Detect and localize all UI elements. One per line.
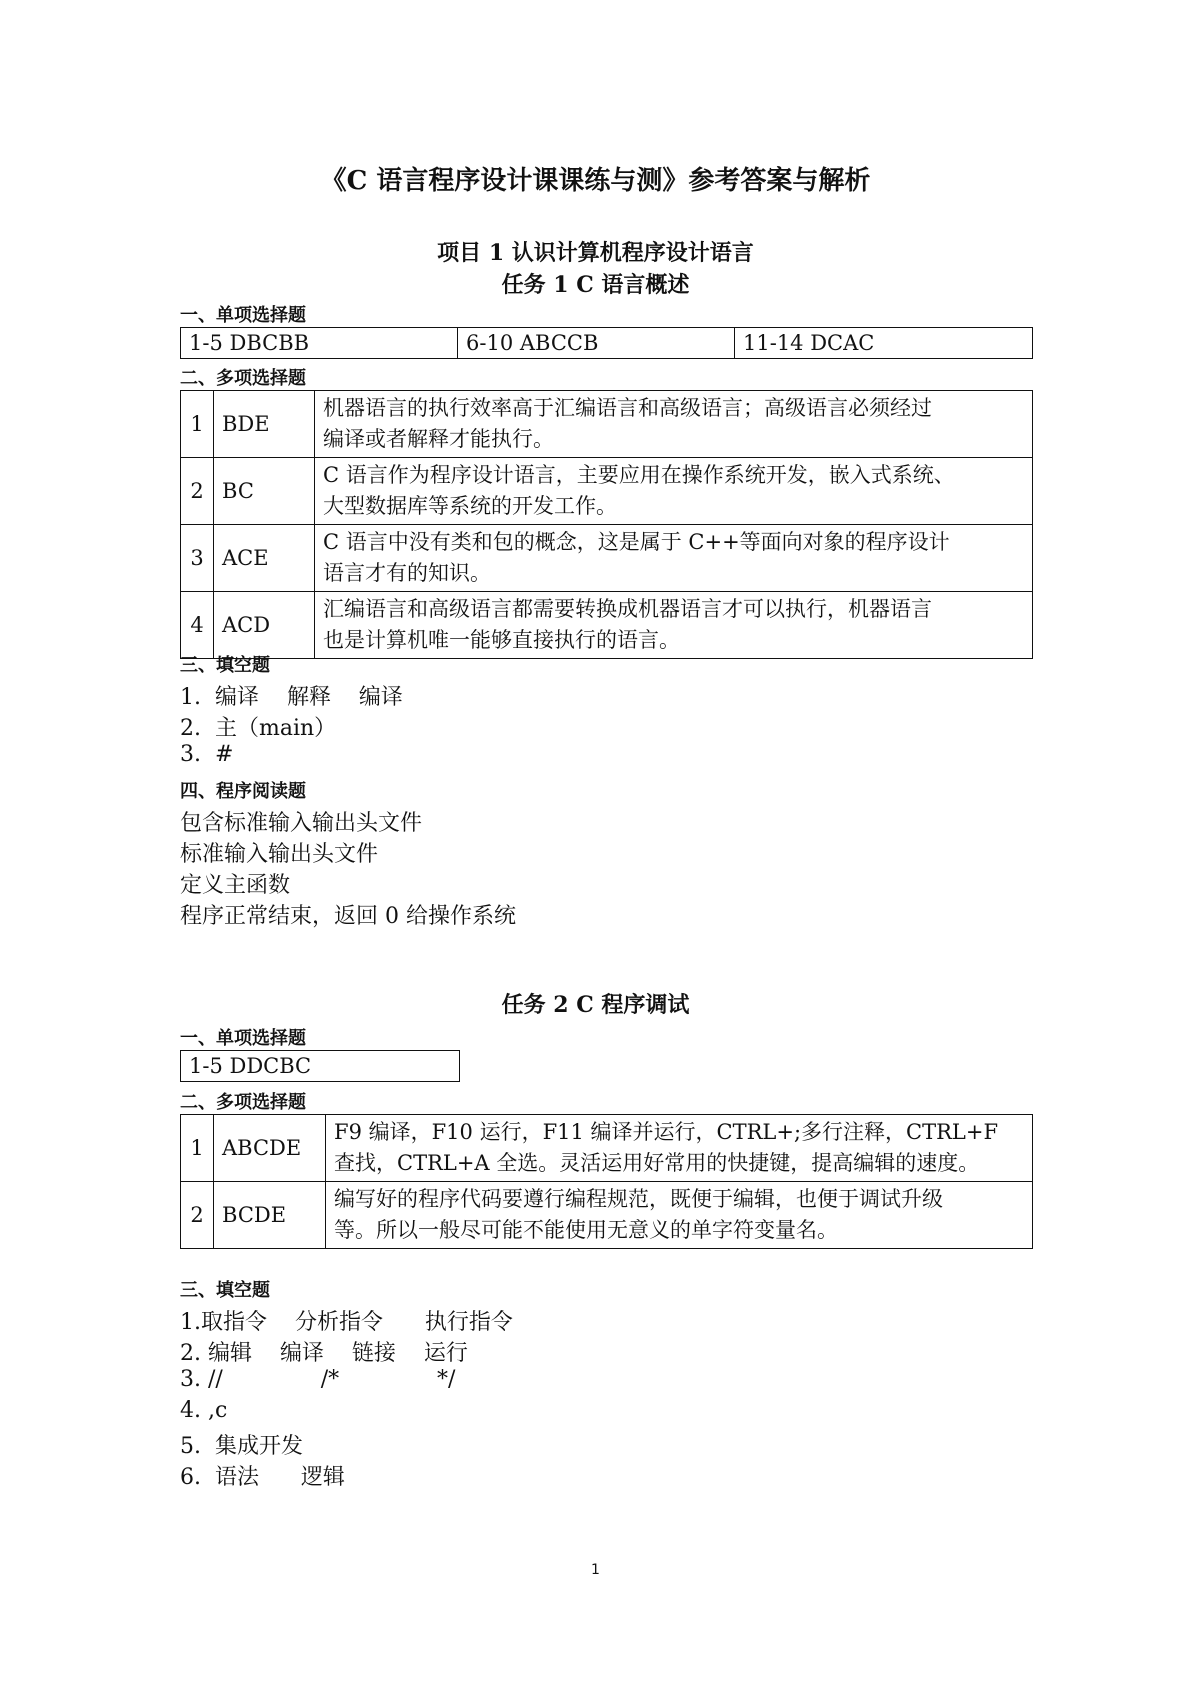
explanation-line: 也是计算机唯一能够直接执行的语言。 — [323, 628, 680, 652]
row-answer: ACE — [214, 525, 315, 592]
row-explanation — [315, 592, 1033, 659]
task2-fill-heading: 三、填空题 — [180, 1280, 270, 1301]
table-row — [181, 1115, 1033, 1182]
reading-answer-line: 包含标准输入输出头文件 — [180, 811, 423, 836]
page-number: 1 — [591, 1562, 600, 1578]
table-cell: 1-5 DDCBC — [181, 1051, 460, 1082]
task2-single-choice-table — [180, 1050, 460, 1082]
task2-title: 任务 2 C 程序调试 — [501, 992, 690, 1018]
explanation-line: 编写好的程序代码要遵行编程规范，既便于编辑，也便于调试升级 — [334, 1187, 943, 1211]
table-row — [181, 592, 1033, 659]
row-explanation — [326, 1182, 1033, 1249]
table-cell: 6-10 ABCCB — [458, 328, 735, 359]
table-row — [181, 458, 1033, 525]
fill-answer-line: 4. ,c — [180, 1398, 228, 1423]
row-explanation — [326, 1115, 1033, 1182]
table-cell: 1-5 DBCBB — [181, 328, 458, 359]
row-explanation — [315, 458, 1033, 525]
table-row — [181, 525, 1033, 592]
document-title: 《C 语言程序设计课课练与测》参考答案与解析 — [320, 166, 871, 196]
task1-single-choice-heading: 一、单项选择题 — [180, 305, 306, 326]
row-number: 1 — [181, 391, 214, 458]
fill-answer-line: 3. # — [180, 742, 234, 767]
fill-answer-line: 2. 主（main） — [180, 716, 337, 741]
row-number: 4 — [181, 592, 214, 659]
row-answer: ACD — [214, 592, 315, 659]
fill-answer-line: 1.取指令 分析指令 执行指令 — [180, 1310, 513, 1335]
row-answer: BCDE — [214, 1182, 326, 1249]
task1-multi-choice-heading: 二、多项选择题 — [180, 368, 306, 389]
reading-answer-line: 程序正常结束，返回 0 给操作系统 — [180, 904, 516, 929]
task1-single-choice-table — [180, 327, 1033, 359]
explanation-line: 机器语言的执行效率高于汇编语言和高级语言；高级语言必须经过 — [323, 396, 932, 420]
reading-answer-line: 标准输入输出头文件 — [180, 842, 379, 867]
explanation-line: C 语言作为程序设计语言，主要应用在操作系统开发，嵌入式系统、 — [323, 463, 955, 487]
table-row — [181, 1051, 460, 1082]
explanation-line: F9 编译，F10 运行，F11 编译并运行，CTRL+;多行注释，CTRL+F — [334, 1120, 999, 1144]
explanation-line: 编译或者解释才能执行。 — [323, 427, 554, 451]
row-number: 2 — [181, 1182, 214, 1249]
task2-single-choice-heading: 一、单项选择题 — [180, 1028, 306, 1049]
row-number: 2 — [181, 458, 214, 525]
explanation-line: 查找，CTRL+A 全选。灵活运用好常用的快捷键，提高编辑的速度。 — [334, 1151, 980, 1175]
task1-title: 任务 1 C 语言概述 — [501, 272, 690, 298]
row-number: 1 — [181, 1115, 214, 1182]
row-answer: BDE — [214, 391, 315, 458]
fill-answer-line: 1. 编译 解释 编译 — [180, 685, 403, 710]
row-explanation — [315, 391, 1033, 458]
explanation-line: 大型数据库等系统的开发工作。 — [323, 494, 617, 518]
fill-answer-line: 5. 集成开发 — [180, 1434, 303, 1459]
table-cell: 11-14 DCAC — [735, 328, 1033, 359]
explanation-line: C 语言中没有类和包的概念，这是属于 C++等面向对象的程序设计 — [323, 530, 950, 554]
explanation-line: 等。所以一般尽可能不能使用无意义的单字符变量名。 — [334, 1218, 838, 1242]
table-row — [181, 1182, 1033, 1249]
table-row — [181, 391, 1033, 458]
row-answer: BC — [214, 458, 315, 525]
reading-answer-line: 定义主函数 — [180, 873, 291, 898]
explanation-line: 汇编语言和高级语言都需要转换成机器语言才可以执行，机器语言 — [323, 597, 932, 621]
task1-reading-heading: 四、程序阅读题 — [180, 781, 306, 802]
fill-answer-line: 3. // /* */ — [180, 1367, 456, 1392]
table-row — [181, 328, 1033, 359]
row-explanation — [315, 525, 1033, 592]
task1-fill-heading: 三、填空题 — [180, 655, 270, 676]
task2-multi-choice-table — [180, 1114, 1033, 1249]
project-title: 项目 1 认识计算机程序设计语言 — [437, 240, 754, 266]
task1-multi-choice-table — [180, 390, 1033, 659]
fill-answer-line: 6. 语法 逻辑 — [180, 1465, 345, 1490]
row-answer: ABCDE — [214, 1115, 326, 1182]
fill-answer-line: 2. 编辑 编译 链接 运行 — [180, 1341, 468, 1366]
explanation-line: 语言才有的知识。 — [323, 561, 491, 585]
row-number: 3 — [181, 525, 214, 592]
task2-multi-choice-heading: 二、多项选择题 — [180, 1092, 306, 1113]
